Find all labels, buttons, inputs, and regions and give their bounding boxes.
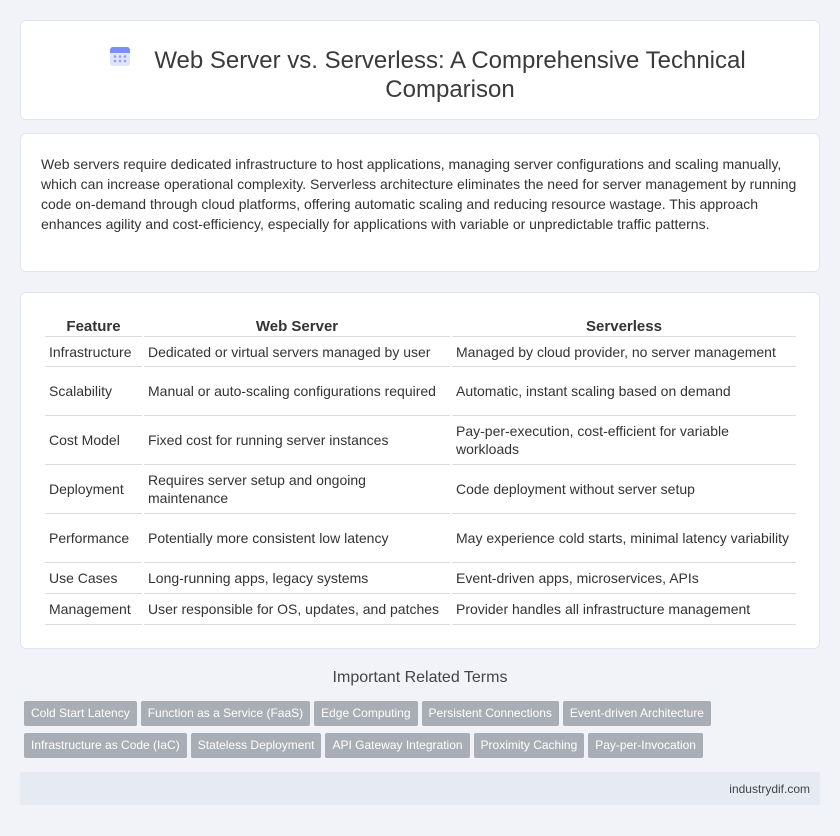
header-web-server: Web Server xyxy=(144,315,450,337)
tag-persistent-connections[interactable]: Persistent Connections xyxy=(422,701,559,726)
intro-card xyxy=(20,133,820,272)
cell-web-server: Fixed cost for running server instances xyxy=(144,416,450,465)
tag-faas[interactable]: Function as a Service (FaaS) xyxy=(141,701,310,726)
related-terms-title: Important Related Terms xyxy=(332,669,508,686)
cell-feature: Infrastructure xyxy=(45,337,142,367)
footer-site[interactable]: industrydif.com xyxy=(729,782,810,796)
tag-cold-start-latency[interactable]: Cold Start Latency xyxy=(24,701,137,726)
cell-web-server: Long-running apps, legacy systems xyxy=(144,563,450,594)
cell-web-server: Potentially more consistent low latency xyxy=(144,514,450,563)
table-row xyxy=(45,563,796,594)
cell-feature: Management xyxy=(45,594,142,625)
table-row xyxy=(45,514,796,563)
footer xyxy=(20,772,820,805)
comparison-card xyxy=(20,292,820,649)
header-serverless: Serverless xyxy=(452,315,796,337)
cell-serverless: Provider handles all infrastructure management xyxy=(452,594,796,625)
title-card xyxy=(20,20,820,120)
tag-row xyxy=(24,733,824,765)
tag-edge-computing[interactable]: Edge Computing xyxy=(314,701,417,726)
cell-serverless: Code deployment without server setup xyxy=(452,465,796,514)
cell-web-server: Dedicated or virtual servers managed by user xyxy=(144,337,450,367)
cell-serverless: Managed by cloud provider, no server management xyxy=(452,337,796,367)
cell-serverless: Event-driven apps, microservices, APIs xyxy=(452,563,796,594)
table-row xyxy=(45,337,796,367)
header-feature: Feature xyxy=(45,315,142,337)
tag-api-gateway-integration[interactable]: API Gateway Integration xyxy=(325,733,469,758)
table-row xyxy=(45,367,796,416)
cell-feature: Scalability xyxy=(45,367,142,416)
cell-serverless: Automatic, instant scaling based on demand xyxy=(452,367,796,416)
intro-paragraph: Web servers require dedicated infrastructure to host applications, managing server configurations and scaling manually, which can increase operational complexity. Serverless architecture eliminates the need for server management by running code on-demand through cloud platforms, offering automatic scaling and reducing resource wastage. This approach enhances agility and cost-efficiency, especially for applications with variable or unpredictable traffic patterns. xyxy=(41,156,797,232)
table-row xyxy=(45,594,796,625)
tag-stateless-deployment[interactable]: Stateless Deployment xyxy=(191,733,322,758)
tag-pay-per-invocation[interactable]: Pay-per-Invocation xyxy=(588,733,703,758)
cell-web-server: Manual or auto-scaling configurations required xyxy=(144,367,450,416)
related-terms-tags xyxy=(24,701,824,765)
tag-proximity-caching[interactable]: Proximity Caching xyxy=(474,733,585,758)
cell-feature: Use Cases xyxy=(45,563,142,594)
table-header-row xyxy=(45,315,796,337)
cell-web-server: User responsible for OS, updates, and patches xyxy=(144,594,450,625)
comparison-table xyxy=(43,315,798,625)
tag-iac[interactable]: Infrastructure as Code (IaC) xyxy=(24,733,187,758)
tag-row xyxy=(24,701,824,733)
cell-feature: Deployment xyxy=(45,465,142,514)
table-row xyxy=(45,465,796,514)
cell-serverless: Pay-per-execution, cost-efficient for variable workloads xyxy=(452,416,796,465)
cell-serverless: May experience cold starts, minimal latency variability xyxy=(452,514,796,563)
cell-feature: Cost Model xyxy=(45,416,142,465)
table-row xyxy=(45,416,796,465)
tag-event-driven-architecture[interactable]: Event-driven Architecture xyxy=(563,701,711,726)
cell-web-server: Requires server setup and ongoing maintenance xyxy=(144,465,450,514)
page-title: Web Server vs. Serverless: A Comprehensive Technical Comparison xyxy=(154,47,746,103)
cell-feature: Performance xyxy=(45,514,142,563)
